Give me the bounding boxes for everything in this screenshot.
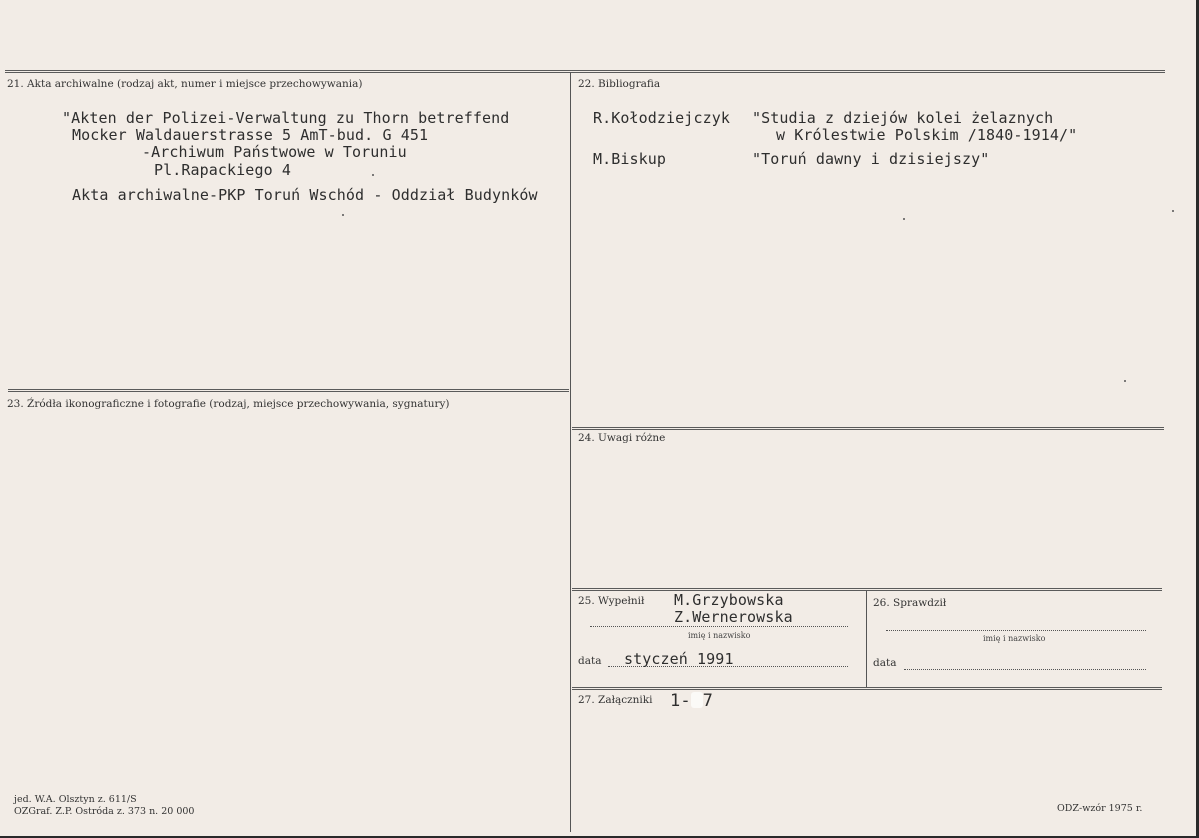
correction-blot <box>691 692 703 708</box>
filled-by-date-value: styczeń 1991 <box>624 650 734 668</box>
paper-speck <box>372 174 374 176</box>
filled-by-name-1: M.Grzybowska <box>674 591 784 609</box>
checked-by-date-line <box>904 669 1146 670</box>
paper-speck <box>903 218 905 220</box>
checked-by-name-line <box>886 630 1146 631</box>
section-25-label: 25. Wypełnił <box>578 595 645 607</box>
section-26-label: 26. Sprawdził <box>873 597 947 609</box>
divider-25-26 <box>866 591 867 687</box>
printer-info-line-1: jed. W.A. Olsztyn z. 611/S <box>14 794 137 805</box>
section-21-label: 21. Akta archiwalne (rodzaj akt, numer i miejsce przechowywania) <box>7 78 363 90</box>
archival-line-3: -Archiwum Państwowe w Toruniu <box>142 143 407 161</box>
center-divider <box>570 72 571 832</box>
bibliography-title-1b: w Królestwie Polskim /1840-1914/" <box>776 126 1078 144</box>
bibliography-author-1: R.Kołodziejczyk <box>593 109 730 127</box>
rule-above-24 <box>572 427 1164 430</box>
filled-by-name-line <box>590 626 848 627</box>
attachments-value <box>670 691 713 711</box>
filled-by-date-label: data <box>578 655 602 667</box>
printer-info <box>14 794 194 818</box>
checked-by-date-label: data <box>873 657 897 669</box>
section-23-label: 23. Źródła ikonograficzne i fotografie (rodzaj, miejsce przechowywania, sygnatury) <box>7 398 450 410</box>
section-27-label: 27. Załączniki <box>578 694 653 706</box>
paper-speck <box>342 214 344 216</box>
archival-line-4: Pl.Rapackiego 4 <box>154 161 291 179</box>
attachments-value-start: 1- <box>670 691 691 711</box>
rule-above-25 <box>572 588 1162 591</box>
filled-by-date-line <box>608 666 848 667</box>
bibliography-author-2: M.Biskup <box>593 150 667 168</box>
rule-above-27 <box>572 687 1162 690</box>
section-22-label: 22. Bibliografia <box>578 78 661 90</box>
archival-line-1: "Akten der Polizei-Verwaltung zu Thorn betreffend <box>62 109 510 127</box>
attachments-value-end: 7 <box>702 691 714 711</box>
paper-speck <box>1172 210 1174 212</box>
form-model: ODZ-wzór 1975 r. <box>1057 803 1143 814</box>
filled-by-name-2: Z.Wernerowska <box>674 608 793 626</box>
paper-speck <box>1124 380 1126 382</box>
archival-line-5: Akta archiwalne-PKP Toruń Wschód - Oddział Budynków <box>72 186 538 204</box>
bibliography-title-2a: "Toruń dawny i dzisiejszy" <box>752 150 990 168</box>
printer-info-line-2: OZGraf. Z.P. Ostróda z. 373 n. 20 000 <box>14 806 195 817</box>
top-rule <box>5 70 1165 73</box>
section-24-label: 24. Uwagi różne <box>578 432 666 444</box>
checked-by-caption: imię i nazwisko <box>983 634 1046 643</box>
filled-by-caption: imię i nazwisko <box>688 631 751 640</box>
archival-line-2: Mocker Waldauerstrasse 5 AmT-bud. G 451 <box>72 126 429 144</box>
rule-above-23 <box>8 389 569 392</box>
bibliography-title-1a: "Studia z dziejów kolei żelaznych <box>752 109 1054 127</box>
